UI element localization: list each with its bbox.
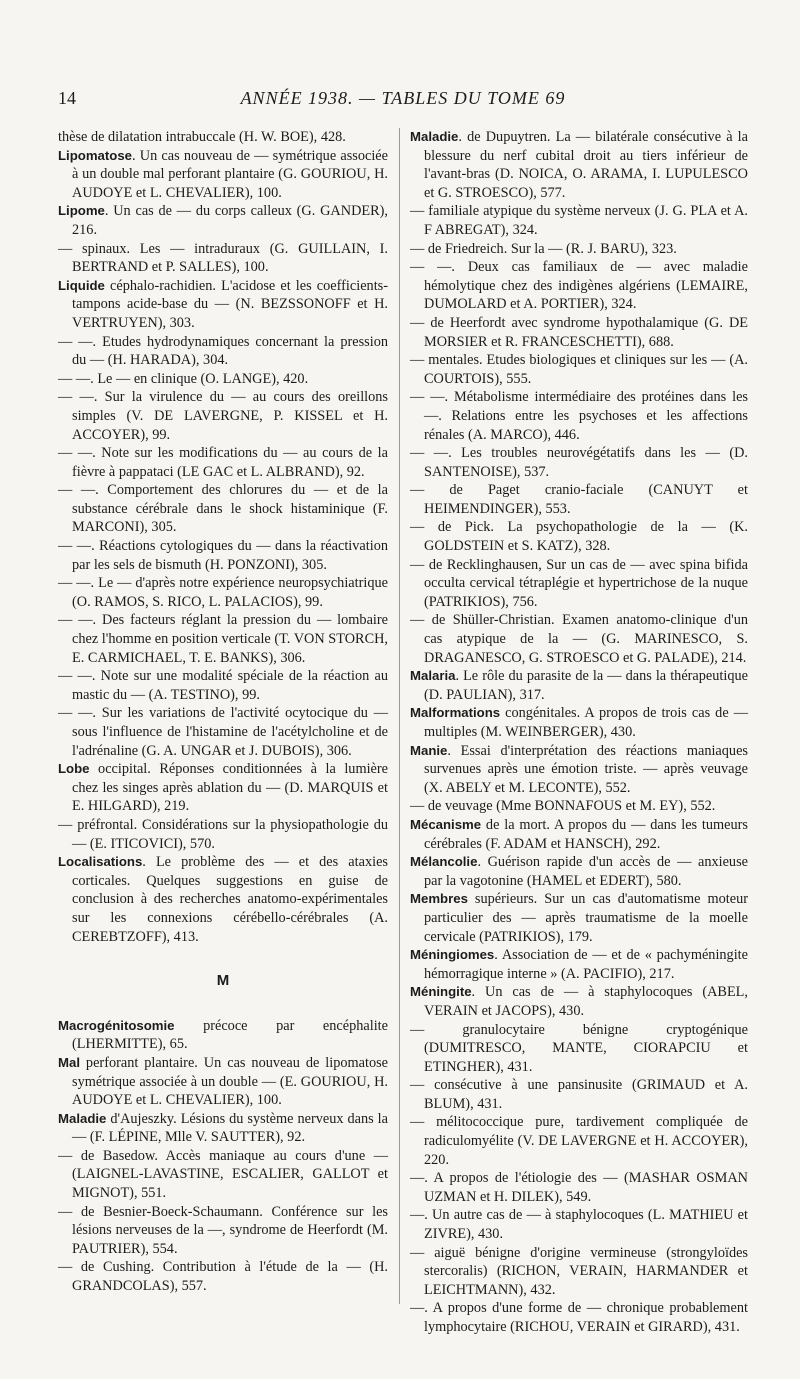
index-entry: — de Shüller-Christian. Examen anatomo-clinique d'un cas atypique de la — (G. MARINESCO, S. DRAGANESCO, G. STROESCO et G. PALADE), 214. [410, 612, 748, 666]
index-entry: — de Pick. La psychopathologie de la — (K. GOLDSTEIN et S. KATZ), 328. [410, 519, 748, 555]
index-entry: — —. Des facteurs réglant la pression du — lombaire chez l'homme en position verticale (T. VON STORCH, E. CARMICHAEL, T. E. BANKS), 306. [58, 612, 388, 666]
index-entry: — consécutive à une pansinusite (GRIMAUD et A. BLUM), 431. [410, 1077, 748, 1112]
index-entry: — —. Les troubles neurovégétatifs dans les — (D. SANTENOISE), 537. [410, 445, 748, 480]
right-entries-m [410, 128, 748, 1337]
index-entry: Manie. Essai d'interprétation des réactions maniaques survenues après une émotion triste. — après veuvage (X. ABELY et M. LECONTE), 552. [410, 742, 748, 796]
index-entry: — —. Réactions cytologiques du — dans la réactivation par les sels de bismuth (H. PONZONI), 305. [58, 538, 388, 573]
index-entry: — aiguë bénigne d'origine vermineuse (strongyloïdes stercoralis) (RICHON, VERAIN, HARMANDER et LEICHTMANN), 432. [410, 1244, 748, 1298]
index-entry: — —. Sur la virulence du — au cours des oreillons simples (V. DE LAVERGNE, P. KISSEL et H. ACCOYER), 99. [58, 389, 388, 443]
index-entry: — —. Sur les variations de l'activité ocytocique du — sous l'influence de l'histamine de l'acétylcholine et de l'adrénaline (G. A. UNGAR et J. DUBOIS), 306. [58, 705, 388, 759]
section-letter: M [216, 972, 230, 990]
index-columns [58, 128, 758, 1358]
index-entry: — —. Note sur une modalité spéciale de la réaction au mastic du — (A. TESTINO), 99. [58, 668, 388, 703]
index-entry: Lobe occipital. Réponses conditionnées à la lumière chez les singes après ablation du — (D. MARQUIS et E. HILGARD), 219. [58, 761, 388, 815]
left-column [58, 128, 388, 1296]
running-head: ANNÉE 1938. — TABLES DU TOME 69 [240, 88, 566, 108]
index-entry: — —. Le — d'après notre expérience neuropsychiatrique (O. RAMOS, S. RICO, L. PALACIOS), 99. [58, 575, 388, 610]
index-entry: Mécanisme de la mort. A propos du — dans les tumeurs cérébrales (F. ADAM et HANSCH), 292. [410, 816, 748, 852]
index-entry: — de veuvage (Mme BONNAFOUS et M. EY), 552. [410, 798, 716, 815]
index-entry: —. Un autre cas de — à staphylocoques (L. MATHIEU et ZIVRE), 430. [410, 1207, 748, 1243]
index-entry: — —. Le — en clinique (O. LANGE), 420. [58, 370, 309, 387]
index-entry: — de Recklinghausen, Sur un cas de — avec spina bifida occulta cervical tétraplégie et hypertrichose de la nuque (PATRIKIOS), 756. [410, 556, 748, 610]
page-header [58, 88, 748, 114]
index-entry: Mélancolie. Guérison rapide d'un accès de — anxieuse par la vagotonine (HAMEL et EDERT), 580. [410, 854, 748, 889]
index-entry: Membres supérieurs. Sur un cas d'automatisme moteur particulier des — après traumatisme de la moelle cervicale (PATRIKIOS), 179. [410, 891, 748, 945]
index-entry: Liquide céphalo-rachidien. L'acidose et les coefficients-tampons acide-base du — (N. BEZSSONOFF et H. VERTRUYEN), 303. [58, 277, 388, 331]
index-entry: — —. Comportement des chlorures du — et de la substance cérébrale dans le shock histaminique (F. MARCONI), 305. [58, 482, 388, 536]
index-entry: — —. Deux cas familiaux de — avec maladie hémolytique chez des indigènes algériens (LEMAIRE, DUMOLARD et A. PORTIER), 324. [410, 259, 748, 313]
page-number: 14 [58, 88, 76, 108]
index-entry: — de Cushing. Contribution à l'étude de la — (H. GRANDCOLAS), 557. [58, 1259, 388, 1295]
index-entry: —. A propos d'une forme de — chronique probablement lymphocytaire (RICHOU, VERAIN et GIRARD), 431. [410, 1300, 748, 1335]
index-entry: — de Heerfordt avec syndrome hypothalamique (G. DE MORSIER et R. FRANCESCHETTI), 688. [410, 314, 748, 350]
index-entry: Maladie. de Dupuytren. La — bilatérale consécutive à la blessure du nerf cubital droit au tiers inférieur de l'avant-bras (D. NOICA, O. ARAMA, I. LUPULESCO et G. STROESCO), 577. [410, 129, 748, 201]
index-entry: — mentales. Etudes biologiques et cliniques sur les — (A. COURTOIS), 555. [410, 352, 748, 387]
index-entry: — de Besnier-Boeck-Schaumann. Conférence sur les lésions nerveuses de la —, syndrome de Heerfordt (M. PAUTRIER), 554. [58, 1203, 388, 1257]
index-entry: — préfrontal. Considérations sur la physiopathologie du — (E. ITICOVICI), 570. [58, 816, 388, 852]
index-entry: —. A propos de l'étiologie des — (MASHAR OSMAN UZMAN et H. DILEK), 549. [410, 1170, 748, 1205]
index-entry: thèse de dilatation intrabuccale (H. W. BOE), 428. [58, 129, 346, 145]
index-entry: — —. Etudes hydrodynamiques concernant la pression du — (H. HARADA), 304. [58, 333, 388, 369]
index-entry: — de Friedreich. Sur la — (R. J. BARU), 323. [410, 240, 677, 257]
index-entry: — granulocytaire bénigne cryptogénique (DUMITRESCO, MANTE, CIORAPCIU et ETINGHER), 431. [410, 1021, 748, 1075]
index-entry: Méningiomes. Association de — et de « pachyméningite hémorragique interne » (A. PACIFIO), 217. [410, 947, 748, 982]
index-entry: Maladie d'Aujeszky. Lésions du système nerveux dans la — (F. LÉPINE, Mlle V. SAUTTER), 92. [58, 1110, 388, 1146]
index-entry: — spinaux. Les — intraduraux (G. GUILLAIN, I. BERTRAND et P. SALLES), 100. [58, 240, 388, 276]
index-entry: Lipomatose. Un cas nouveau de — symétrique associée à un double mal perforant plantaire (G. GOURIOU, H. AUDOYE et L. CHEVALIER), 100. [58, 147, 388, 201]
index-entry: — —. Métabolisme intermédiaire des protéines dans les —. Relations entre les psychoses et les affections rénales (A. MARCO), 446. [410, 389, 748, 443]
right-column [410, 128, 748, 1337]
index-entry: Mal perforant plantaire. Un cas nouveau de lipomatose symétrique associée à un double — (E. GOURIOU, H. AUDOYE et L. CHEVALIER), 100. [58, 1054, 388, 1109]
index-entry: — de Paget cranio-faciale (CANUYT et HEIMENDINGER), 553. [410, 482, 748, 517]
column-divider [399, 128, 400, 1304]
left-entries-l [58, 128, 388, 946]
index-entry: — mélitococcique pure, tardivement compliquée de radiculomyélite (V. DE LAVERGNE et H. ACCOYER), 220. [410, 1114, 748, 1168]
index-entry: Macrogénitosomie précoce par encéphalite (LHERMITTE), 65. [58, 1017, 388, 1053]
index-entry: Méningite. Un cas de — à staphylocoques (ABEL, VERAIN et JACOPS), 430. [410, 984, 748, 1019]
left-entries-m [58, 1017, 388, 1296]
index-entry: Lipome. Un cas de — du corps calleux (G. GANDER), 216. [58, 203, 388, 238]
index-entry: — de Basedow. Accès maniaque au cours d'une — (LAIGNEL-LAVASTINE, ESCALIER, GALLOT et MIGNOT), 551. [58, 1147, 388, 1202]
index-entry: Malformations congénitales. A propos de trois cas de — multiples (M. WEINBERGER), 430. [410, 705, 748, 740]
index-entry: Localisations. Le problème des — et des ataxies corticales. Quelques suggestions en guise de conclusion à des recherches anatomo-expérimentales sur les connexions cérébello-cérébrales (A. CEREBTZOFF), 413. [58, 854, 388, 945]
index-entry: — —. Note sur les modifications du — au cours de la fièvre à pappataci (LE GAC et L. ALBRAND), 92. [58, 445, 388, 480]
index-entry: — familiale atypique du système nerveux (J. G. PLA et A. F ABREGAT), 324. [410, 203, 748, 238]
index-entry: Malaria. Le rôle du parasite de la — dans la thérapeutique (D. PAULIAN), 317. [410, 668, 748, 703]
